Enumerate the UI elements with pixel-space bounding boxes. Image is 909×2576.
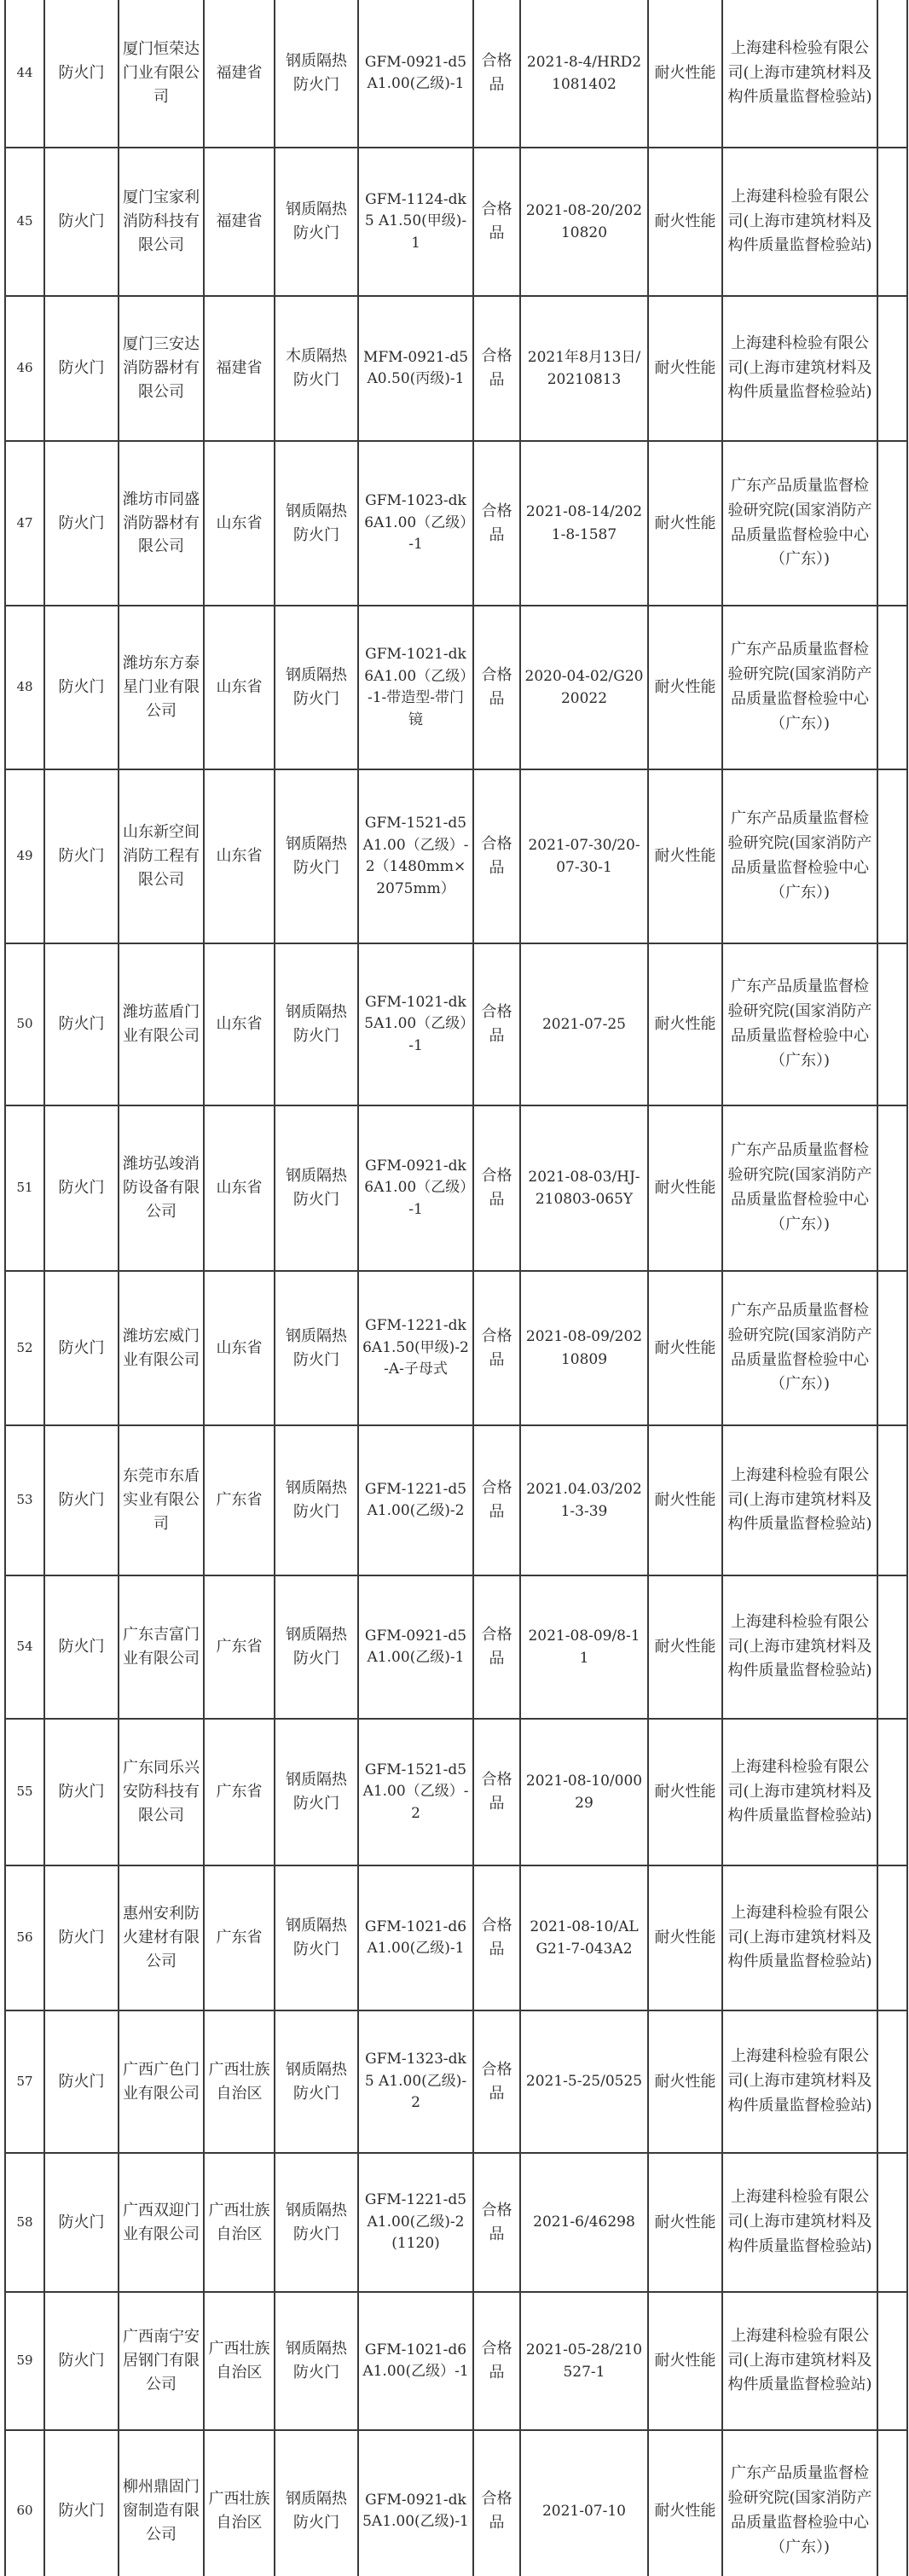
cell-remark <box>877 606 907 769</box>
cell-remark <box>877 1865 907 2010</box>
cell-company: 厦门三安达消防器材有限公司 <box>119 296 204 441</box>
cell-model-spec: GFM-0921-dk6A1.00（乙级）-1 <box>358 1105 473 1271</box>
cell-testing-agency: 上海建科检验有限公司(上海市建筑材料及构件质量监督检验站) <box>722 2153 877 2292</box>
table-row <box>5 606 907 769</box>
cell-production-date-batch: 2021-07-25 <box>520 943 648 1105</box>
cell-model-spec: GFM-1021-d6A1.00(乙级)-1 <box>358 1865 473 2010</box>
cell-remark <box>877 1575 907 1719</box>
cell-test-item: 耐火性能 <box>648 2153 722 2292</box>
cell-remark <box>877 769 907 943</box>
cell-testing-agency: 广东产品质量监督检验研究院(国家消防产品质量监督检验中心（广东）) <box>722 2430 877 2576</box>
cell-company: 潍坊蓝盾门业有限公司 <box>119 943 204 1105</box>
cell-model-spec: GFM-1021-d6A1.00(乙级）-1 <box>358 2292 473 2430</box>
cell-testing-agency: 上海建科检验有限公司(上海市建筑材料及构件质量监督检验站) <box>722 2010 877 2153</box>
cell-test-item: 耐火性能 <box>648 296 722 441</box>
cell-model-spec: GFM-1221-dk6A1.50(甲级)-2-A-子母式 <box>358 1271 473 1425</box>
cell-product-type: 防火门 <box>44 1105 119 1271</box>
cell-production-date-batch: 2021-07-30/20-07-30-1 <box>520 769 648 943</box>
cell-result: 合格品 <box>473 1105 520 1271</box>
cell-result: 合格品 <box>473 1575 520 1719</box>
cell-province: 广西壮族自治区 <box>204 2153 275 2292</box>
cell-product-name: 钢质隔热防火门 <box>275 1105 358 1271</box>
cell-number: 48 <box>5 606 44 769</box>
cell-company: 广西双迎门业有限公司 <box>119 2153 204 2292</box>
table-row <box>5 1105 907 1271</box>
cell-province: 山东省 <box>204 606 275 769</box>
cell-test-item: 耐火性能 <box>648 2010 722 2153</box>
cell-test-item: 耐火性能 <box>648 1271 722 1425</box>
table-row <box>5 1271 907 1425</box>
table-row <box>5 148 907 296</box>
cell-result: 合格品 <box>473 943 520 1105</box>
inspection-results-table <box>4 0 908 2576</box>
cell-result: 合格品 <box>473 2292 520 2430</box>
cell-company: 柳州鼎固门窗制造有限公司 <box>119 2430 204 2576</box>
cell-number: 56 <box>5 1865 44 2010</box>
cell-product-name: 钢质隔热防火门 <box>275 441 358 606</box>
cell-product-type: 防火门 <box>44 441 119 606</box>
cell-number: 58 <box>5 2153 44 2292</box>
cell-province: 广东省 <box>204 1575 275 1719</box>
cell-number: 51 <box>5 1105 44 1271</box>
cell-product-name: 钢质隔热防火门 <box>275 606 358 769</box>
cell-province: 福建省 <box>204 148 275 296</box>
table-row <box>5 441 907 606</box>
cell-remark <box>877 1425 907 1575</box>
cell-test-item: 耐火性能 <box>648 148 722 296</box>
cell-number: 44 <box>5 0 44 148</box>
cell-test-item: 耐火性能 <box>648 769 722 943</box>
cell-number: 55 <box>5 1719 44 1865</box>
cell-product-name: 钢质隔热防火门 <box>275 1575 358 1719</box>
cell-production-date-batch: 2021-6/46298 <box>520 2153 648 2292</box>
cell-product-type: 防火门 <box>44 1865 119 2010</box>
cell-production-date-batch: 2021-07-10 <box>520 2430 648 2576</box>
cell-number: 59 <box>5 2292 44 2430</box>
cell-test-item: 耐火性能 <box>648 1865 722 2010</box>
cell-number: 54 <box>5 1575 44 1719</box>
cell-production-date-batch: 2021年8月13日/20210813 <box>520 296 648 441</box>
table-body <box>5 0 907 2576</box>
cell-product-name: 钢质隔热防火门 <box>275 943 358 1105</box>
cell-test-item: 耐火性能 <box>648 1719 722 1865</box>
cell-product-type: 防火门 <box>44 296 119 441</box>
cell-result: 合格品 <box>473 1425 520 1575</box>
cell-remark <box>877 441 907 606</box>
cell-production-date-batch: 2021-08-09/8-11 <box>520 1575 648 1719</box>
cell-remark <box>877 1105 907 1271</box>
cell-model-spec: GFM-0921-d5A1.00(乙级)-1 <box>358 0 473 148</box>
cell-product-type: 防火门 <box>44 148 119 296</box>
cell-testing-agency: 上海建科检验有限公司(上海市建筑材料及构件质量监督检验站) <box>722 1719 877 1865</box>
cell-testing-agency: 广东产品质量监督检验研究院(国家消防产品质量监督检验中心（广东）) <box>722 943 877 1105</box>
cell-company: 潍坊市同盛消防器材有限公司 <box>119 441 204 606</box>
cell-test-item: 耐火性能 <box>648 441 722 606</box>
cell-production-date-batch: 2021.04.03/2021-3-39 <box>520 1425 648 1575</box>
cell-number: 52 <box>5 1271 44 1425</box>
cell-test-item: 耐火性能 <box>648 606 722 769</box>
cell-product-name: 钢质隔热防火门 <box>275 769 358 943</box>
cell-production-date-batch: 2021-08-14/2021-8-1587 <box>520 441 648 606</box>
cell-model-spec: GFM-1021-dk5A1.00（乙级）-1 <box>358 943 473 1105</box>
cell-production-date-batch: 2021-08-03/HJ-210803-065Y <box>520 1105 648 1271</box>
cell-province: 广东省 <box>204 1425 275 1575</box>
cell-number: 47 <box>5 441 44 606</box>
cell-product-type: 防火门 <box>44 943 119 1105</box>
cell-product-type: 防火门 <box>44 1271 119 1425</box>
table-row <box>5 2292 907 2430</box>
cell-company: 广东吉富门业有限公司 <box>119 1575 204 1719</box>
table-row <box>5 1425 907 1575</box>
cell-product-name: 钢质隔热防火门 <box>275 1271 358 1425</box>
cell-product-type: 防火门 <box>44 2010 119 2153</box>
cell-testing-agency: 上海建科检验有限公司(上海市建筑材料及构件质量监督检验站) <box>722 1575 877 1719</box>
cell-result: 合格品 <box>473 2153 520 2292</box>
cell-testing-agency: 上海建科检验有限公司(上海市建筑材料及构件质量监督检验站) <box>722 2292 877 2430</box>
cell-number: 60 <box>5 2430 44 2576</box>
cell-result: 合格品 <box>473 1271 520 1425</box>
cell-product-type: 防火门 <box>44 1575 119 1719</box>
cell-testing-agency: 上海建科检验有限公司(上海市建筑材料及构件质量监督检验站) <box>722 1865 877 2010</box>
cell-testing-agency: 广东产品质量监督检验研究院(国家消防产品质量监督检验中心（广东）) <box>722 606 877 769</box>
cell-model-spec: GFM-1221-d5A1.00(乙级)-2(1120) <box>358 2153 473 2292</box>
cell-company: 东莞市东盾实业有限公司 <box>119 1425 204 1575</box>
cell-model-spec: GFM-0921-d5A1.00(乙级)-1 <box>358 1575 473 1719</box>
cell-result: 合格品 <box>473 441 520 606</box>
table-row <box>5 2010 907 2153</box>
cell-result: 合格品 <box>473 769 520 943</box>
cell-province: 山东省 <box>204 1271 275 1425</box>
cell-remark <box>877 2430 907 2576</box>
cell-product-name: 钢质隔热防火门 <box>275 2153 358 2292</box>
cell-production-date-batch: 2021-08-10/ALG21-7-043A2 <box>520 1865 648 2010</box>
cell-province: 广东省 <box>204 1865 275 2010</box>
cell-test-item: 耐火性能 <box>648 1575 722 1719</box>
cell-production-date-batch: 2021-8-4/HRD21081402 <box>520 0 648 148</box>
cell-remark <box>877 2010 907 2153</box>
cell-product-type: 防火门 <box>44 769 119 943</box>
cell-production-date-batch: 2021-08-10/00029 <box>520 1719 648 1865</box>
cell-province: 福建省 <box>204 296 275 441</box>
cell-product-type: 防火门 <box>44 2153 119 2292</box>
cell-province: 广西壮族自治区 <box>204 2292 275 2430</box>
table-row <box>5 1719 907 1865</box>
cell-testing-agency: 广东产品质量监督检验研究院(国家消防产品质量监督检验中心（广东）) <box>722 769 877 943</box>
cell-test-item: 耐火性能 <box>648 943 722 1105</box>
cell-production-date-batch: 2021-08-20/20210820 <box>520 148 648 296</box>
cell-product-type: 防火门 <box>44 606 119 769</box>
cell-model-spec: GFM-1021-dk6A1.00（乙级）-1-带造型-带门镜 <box>358 606 473 769</box>
cell-province: 山东省 <box>204 769 275 943</box>
cell-remark <box>877 296 907 441</box>
cell-remark <box>877 148 907 296</box>
cell-test-item: 耐火性能 <box>648 2292 722 2430</box>
cell-product-type: 防火门 <box>44 2292 119 2430</box>
cell-testing-agency: 上海建科检验有限公司(上海市建筑材料及构件质量监督检验站) <box>722 0 877 148</box>
cell-product-type: 防火门 <box>44 1425 119 1575</box>
cell-company: 潍坊弘竣消防设备有限公司 <box>119 1105 204 1271</box>
cell-number: 53 <box>5 1425 44 1575</box>
cell-number: 57 <box>5 2010 44 2153</box>
table-row <box>5 1575 907 1719</box>
table-row <box>5 2153 907 2292</box>
cell-product-name: 钢质隔热防火门 <box>275 2292 358 2430</box>
cell-result: 合格品 <box>473 606 520 769</box>
cell-province: 山东省 <box>204 1105 275 1271</box>
cell-production-date-batch: 2021-05-28/210527-1 <box>520 2292 648 2430</box>
cell-product-name: 钢质隔热防火门 <box>275 2430 358 2576</box>
table-row <box>5 0 907 148</box>
cell-testing-agency: 广东产品质量监督检验研究院(国家消防产品质量监督检验中心（广东）) <box>722 441 877 606</box>
cell-company: 厦门恒荣达门业有限公司 <box>119 0 204 148</box>
cell-production-date-batch: 2021-08-09/20210809 <box>520 1271 648 1425</box>
cell-result: 合格品 <box>473 2010 520 2153</box>
cell-remark <box>877 2292 907 2430</box>
cell-test-item: 耐火性能 <box>648 1105 722 1271</box>
table-row <box>5 296 907 441</box>
cell-province: 广西壮族自治区 <box>204 2010 275 2153</box>
cell-province: 福建省 <box>204 0 275 148</box>
cell-model-spec: MFM-0921-d5A0.50(丙级)-1 <box>358 296 473 441</box>
cell-product-name: 木质隔热防火门 <box>275 296 358 441</box>
table-row <box>5 1865 907 2010</box>
cell-production-date-batch: 2020-04-02/G2020022 <box>520 606 648 769</box>
cell-result: 合格品 <box>473 148 520 296</box>
cell-remark <box>877 0 907 148</box>
cell-company: 广东同乐兴安防科技有限公司 <box>119 1719 204 1865</box>
cell-product-type: 防火门 <box>44 1719 119 1865</box>
cell-remark <box>877 1271 907 1425</box>
cell-result: 合格品 <box>473 0 520 148</box>
cell-company: 潍坊东方泰星门业有限公司 <box>119 606 204 769</box>
table-row <box>5 769 907 943</box>
cell-remark <box>877 943 907 1105</box>
cell-company: 广西南宁安居钢门有限公司 <box>119 2292 204 2430</box>
cell-company: 山东新空间消防工程有限公司 <box>119 769 204 943</box>
cell-province: 山东省 <box>204 441 275 606</box>
cell-model-spec: GFM-0921-dk5A1.00(乙级)-1 <box>358 2430 473 2576</box>
cell-remark <box>877 1719 907 1865</box>
cell-testing-agency: 广东产品质量监督检验研究院(国家消防产品质量监督检验中心（广东）) <box>722 1271 877 1425</box>
cell-result: 合格品 <box>473 1719 520 1865</box>
cell-number: 50 <box>5 943 44 1105</box>
cell-province: 广西壮族自治区 <box>204 2430 275 2576</box>
cell-province: 山东省 <box>204 943 275 1105</box>
table-row <box>5 943 907 1105</box>
cell-testing-agency: 广东产品质量监督检验研究院(国家消防产品质量监督检验中心（广东）) <box>722 1105 877 1271</box>
cell-test-item: 耐火性能 <box>648 1425 722 1575</box>
cell-testing-agency: 上海建科检验有限公司(上海市建筑材料及构件质量监督检验站) <box>722 296 877 441</box>
cell-company: 厦门宝家利消防科技有限公司 <box>119 148 204 296</box>
cell-test-item: 耐火性能 <box>648 0 722 148</box>
cell-model-spec: GFM-1221-d5A1.00(乙级)-2 <box>358 1425 473 1575</box>
cell-number: 45 <box>5 148 44 296</box>
cell-company: 惠州安利防火建材有限公司 <box>119 1865 204 2010</box>
cell-product-type: 防火门 <box>44 0 119 148</box>
cell-production-date-batch: 2021-5-25/0525 <box>520 2010 648 2153</box>
cell-number: 46 <box>5 296 44 441</box>
cell-company: 潍坊宏威门业有限公司 <box>119 1271 204 1425</box>
cell-testing-agency: 上海建科检验有限公司(上海市建筑材料及构件质量监督检验站) <box>722 1425 877 1575</box>
cell-test-item: 耐火性能 <box>648 2430 722 2576</box>
cell-product-name: 钢质隔热防火门 <box>275 148 358 296</box>
cell-company: 广西广色门业有限公司 <box>119 2010 204 2153</box>
cell-model-spec: GFM-1521-d5A1.00（乙级）-2 <box>358 1719 473 1865</box>
cell-product-name: 钢质隔热防火门 <box>275 1865 358 2010</box>
cell-product-name: 钢质隔热防火门 <box>275 1425 358 1575</box>
cell-product-name: 钢质隔热防火门 <box>275 0 358 148</box>
cell-model-spec: GFM-1023-dk6A1.00（乙级）-1 <box>358 441 473 606</box>
table-row <box>5 2430 907 2576</box>
cell-product-name: 钢质隔热防火门 <box>275 1719 358 1865</box>
cell-model-spec: GFM-1521-d5A1.00（乙级）-2（1480mm×2075mm） <box>358 769 473 943</box>
cell-model-spec: GFM-1323-dk5 A1.00(乙级)-2 <box>358 2010 473 2153</box>
cell-result: 合格品 <box>473 2430 520 2576</box>
cell-remark <box>877 2153 907 2292</box>
cell-product-type: 防火门 <box>44 2430 119 2576</box>
cell-number: 49 <box>5 769 44 943</box>
cell-result: 合格品 <box>473 1865 520 2010</box>
cell-model-spec: GFM-1124-dk5 A1.50(甲级)-1 <box>358 148 473 296</box>
cell-province: 广东省 <box>204 1719 275 1865</box>
cell-product-name: 钢质隔热防火门 <box>275 2010 358 2153</box>
cell-testing-agency: 上海建科检验有限公司(上海市建筑材料及构件质量监督检验站) <box>722 148 877 296</box>
cell-result: 合格品 <box>473 296 520 441</box>
